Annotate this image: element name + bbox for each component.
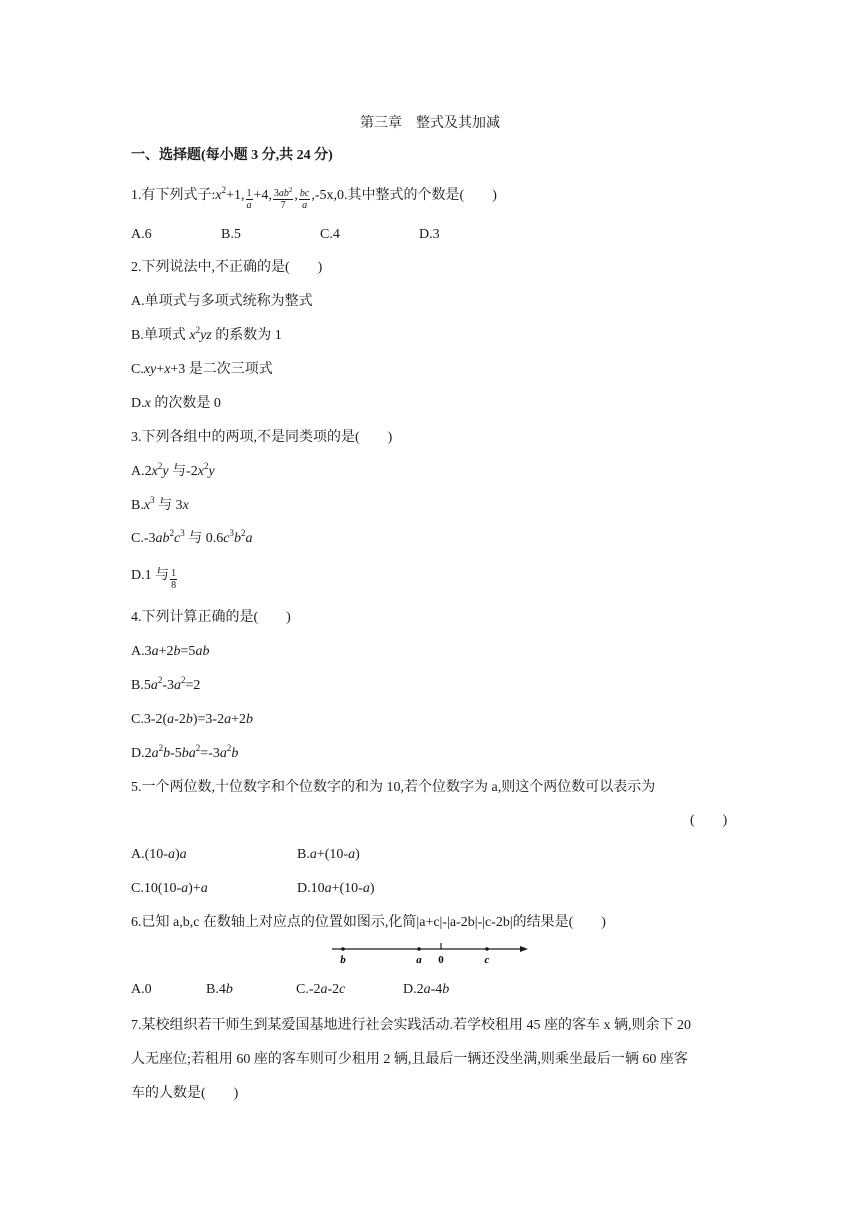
q1-suffix: ,-5x,0.其中整式的个数是( ) xyxy=(311,188,497,203)
q5-option-d: D.10a+(10-a) xyxy=(297,881,375,896)
q5-option-c: C.10(10-a)+a xyxy=(131,881,208,896)
question-7-line-1: 7.某校组织若干师生到某爱国基地进行社会实践活动.若学校租用 45 座的客车 x 辆,则余下 20 xyxy=(131,1018,691,1033)
q2-option-d: D.x 的次数是 0 xyxy=(131,396,221,411)
question-2-stem: 2.下列说法中,不正确的是( ) xyxy=(131,260,323,275)
q3-option-d: D.1 与 $\frac{1}{8}$ xyxy=(131,568,177,591)
q6-option-a: A.0 xyxy=(131,982,152,997)
q4-option-a: A.3a+2b=5ab xyxy=(131,644,210,659)
q6-option-c: C.-2a-2c xyxy=(296,982,346,997)
q2-d-suffix: 的次数是 0 xyxy=(150,396,221,411)
q4-option-d: $D.2a^2b-5ba^2=-3a^2b$ xyxy=(131,743,239,761)
fraction-1-over-8: $\frac{1}{8}$ xyxy=(171,568,177,591)
number-line-arrow xyxy=(520,946,528,952)
q5-option-a: A.(10-a)a xyxy=(131,847,187,862)
point-c xyxy=(485,947,489,951)
q1-prefix: 1.有下列式子: xyxy=(131,188,216,203)
q1-option-a: A.6 xyxy=(131,227,152,242)
q6-option-d: D.2a-4b xyxy=(403,982,450,997)
q5-answer-paren: ( ) xyxy=(690,813,728,828)
fraction-bc-over-a: $\frac{bc}{a}$ xyxy=(299,188,310,211)
q3-option-b: $B.x^3$ 与 3x xyxy=(131,495,189,513)
q5-option-b: B.a+(10-a) xyxy=(297,847,360,862)
question-3-stem: 3.下列各组中的两项,不是同类项的是( ) xyxy=(131,430,393,445)
q1-option-d: D.3 xyxy=(419,227,440,242)
q3-option-a: $A.2x^2y$ 与$-2x^2y$ xyxy=(131,461,215,479)
number-line-figure xyxy=(330,938,532,968)
question-7-line-3: 车的人数是( ) xyxy=(131,1086,239,1101)
label-zero: 0 xyxy=(438,954,444,966)
label-c: c xyxy=(484,954,490,966)
q2-option-b: B.单项式 $x^2yz$ 的系数为 1 xyxy=(131,325,282,343)
q6-option-b: B.4b xyxy=(206,982,233,997)
question-4-stem: 4.下列计算正确的是( ) xyxy=(131,610,291,625)
q3-option-c: $C.-3ab^2c^3$ 与 $0.6c^3b^2a$ xyxy=(131,528,253,546)
q1-option-b: B.5 xyxy=(221,227,241,242)
q2-option-a: A.单项式与多项式统称为整式 xyxy=(131,294,313,309)
section-heading: 一、选择题(每小题 3 分,共 24 分) xyxy=(131,148,333,163)
chapter-title: 第三章 整式及其加减 xyxy=(360,116,500,131)
question-6-stem: 6.已知 a,b,c 在数轴上对应点的位置如图示,化简|a+c|-|a-2b|-|c-2b|的结果是( ) xyxy=(131,915,606,930)
question-5-stem: 5.一个两位数,十位数字和个位数字的和为 10,若个位数字为 a,则这个两位数可以表示为 xyxy=(131,780,656,795)
fraction-1-over-a: $\frac{1}{a}$ xyxy=(246,188,252,211)
q4-option-b: $B.5a^2-3a^2=2$ xyxy=(131,675,201,693)
label-a: a xyxy=(416,954,422,966)
question-1: 1.有下列式子$:x^2+1$, $\frac{1}{a}$ +4, $\frac{3ab^2}{7}$ , $\frac{bc}{a}$ ,-5x,0.其中整式的个数是( ) xyxy=(131,185,497,211)
fraction-3ab2-over-7: $\frac{3ab^2}{7}$ xyxy=(273,186,293,211)
q2-option-c: C.xy+x+3 是二次三项式 xyxy=(131,362,273,377)
question-7-line-2: 人无座位;若租用 60 座的客车则可少租用 2 辆,且最后一辆还没坐满,则乘坐最后一辆 60 座客 xyxy=(131,1052,688,1067)
label-b: b xyxy=(340,954,346,966)
q1-option-c: C.4 xyxy=(320,227,340,242)
q4-option-c: C.3-2(a-2b)=3-2a+2b xyxy=(131,712,253,727)
point-b xyxy=(341,947,345,951)
point-a xyxy=(417,947,421,951)
